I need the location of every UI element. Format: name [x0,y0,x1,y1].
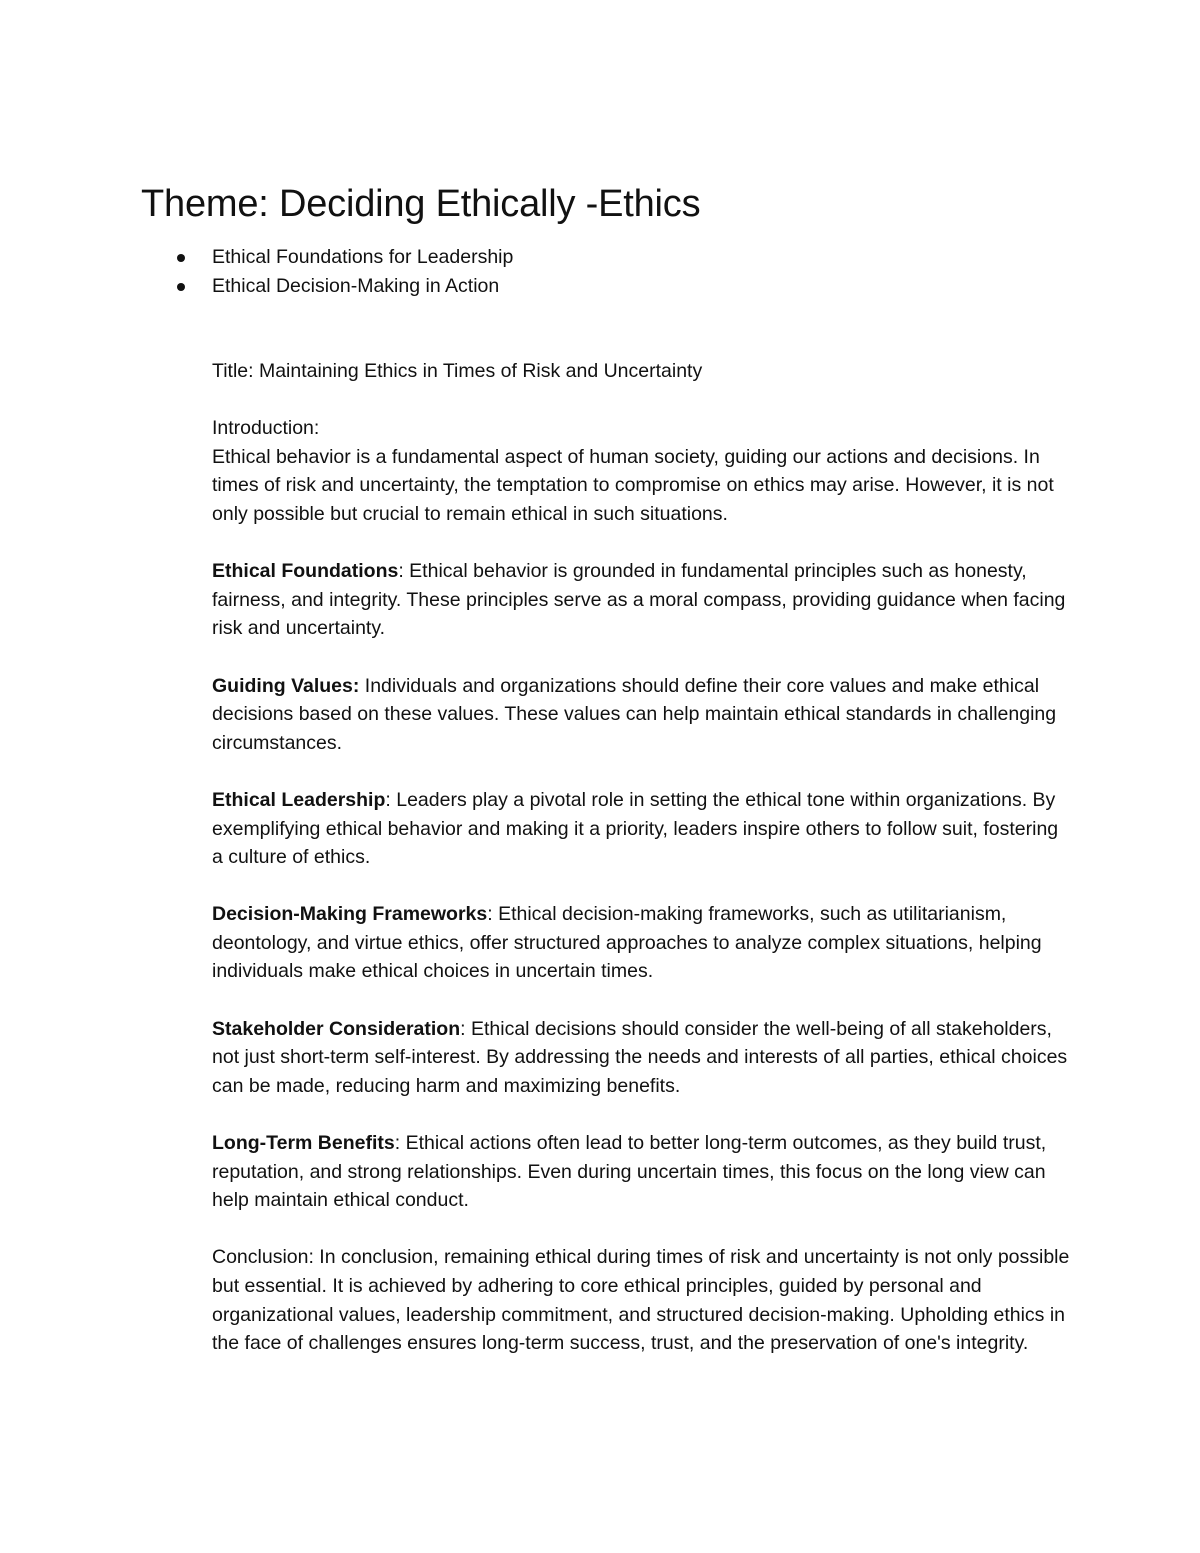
section-heading: Long-Term Benefits [212,1132,395,1155]
section-text: Individuals and organizations should define their core values and make ethical decisions based on these values. These values can help maintain ethical standards in challenging circumstances. [212,674,1057,754]
section-heading: Guiding Values: [212,674,360,697]
section-ethical-leadership [212,786,1072,872]
section-long-term-benefits [212,1129,1072,1215]
section-text: : Ethical actions often lead to better long-term outcomes, as they build trust, reputation, and strong relationships. Even during uncertain times, this focus on the long view can help maintain ethical conduct. [212,1132,1047,1212]
essay-title: Title: Maintaining Ethics in Times of Risk and Uncertainty [212,360,703,382]
section-heading: Decision-Making Frameworks [212,903,488,926]
section-heading: Ethical Leadership [212,788,386,811]
section-ethical-foundations [212,557,1072,643]
list-item [141,243,513,272]
conclusion-text: Conclusion: In conclusion, remaining ethical during times of risk and uncertainty is not only possible but essential. It is achieved by adhering to core ethical principles, guided by personal and organizational values, leadership commitment, and structured decision-making. Upholding ethics in the face of challenges ensures long-term success, trust, and the preservation of one's integrity. [212,1246,1070,1355]
topic-list [141,243,513,300]
section-heading: Ethical Foundations [212,560,399,583]
theme-heading: Theme: Deciding Ethically -Ethics [141,183,701,225]
section-heading: Stakeholder Consideration [212,1017,461,1040]
section-decision-making-frameworks [212,900,1072,986]
section-text: : Ethical decision-making frameworks, such as utilitarianism, deontology, and virtue ethics, offer structured approaches to analyze complex situations, helping individuals make ethical choices in uncertain times. [212,903,1042,983]
list-item-text: Ethical Foundations for Leadership [212,246,514,268]
document-body [212,357,1072,1358]
section-text: : Ethical decisions should consider the well-being of all stakeholders, not just short-term self-interest. By addressing the needs and interests of all parties, ethical choices can be made, reducing harm and maximizing benefits. [212,1017,1068,1097]
introduction-label: Introduction: [212,417,320,440]
bullet-dot-icon [177,254,185,262]
list-item-text: Ethical Decision-Making in Action [212,274,500,297]
list-item [141,272,513,301]
section-text: : Ethical behavior is grounded in fundamental principles such as honesty, fairness, and integrity. These principles serve as a moral compass, providing guidance when facing risk and uncertainty. [212,560,1066,640]
introduction-text: Ethical behavior is a fundamental aspect of human society, guiding our actions and decisions. In times of risk and uncertainty, the temptation to compromise on ethics may arise. However, it is not only possible but crucial to remain ethical in such situations. [212,445,1054,525]
section-guiding-values [212,672,1072,758]
section-stakeholder-consideration [212,1015,1072,1101]
bullet-dot-icon [177,283,185,291]
section-text: : Leaders play a pivotal role in setting the ethical tone within organizations. By exemplifying ethical behavior and making it a priority, leaders inspire others to follow suit, fostering a culture of ethics. [212,788,1059,869]
